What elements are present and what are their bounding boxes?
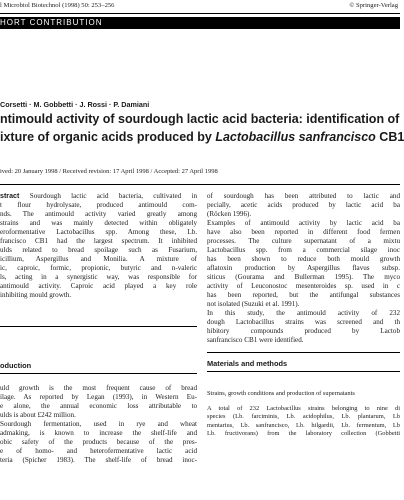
right-column-line: has been shown to reduce both mould growth	[207, 255, 400, 263]
title-line-2	[0, 128, 404, 146]
right-column-line: Examples of antimould activity by lactic acid ba	[207, 219, 400, 227]
header-rule	[0, 13, 400, 14]
abstract-line: nds. The antimould activity varied greatly among	[0, 210, 197, 218]
abstract-body	[0, 192, 197, 300]
introduction-line: obic safety of the products because of the pres-	[0, 438, 197, 446]
right-column-line: dough Lactobacillus strains was screened and th	[207, 318, 400, 326]
methods-subheading: Strains, growth conditions and production of supernatants	[207, 390, 355, 397]
right-column-line: has been reported, but the antifungal substances	[207, 291, 400, 299]
introduction-line: admaking, is known to increase the shelf-life and	[0, 429, 197, 437]
right-column-lines	[207, 192, 400, 345]
title-line-1	[0, 110, 400, 128]
right-column-line: processes. The culture supernatant of a mixtu	[207, 237, 400, 245]
methods-heading: Materials and methods	[207, 359, 288, 368]
right-column-line: In this study, the antimould activity of 232	[207, 309, 400, 317]
right-column-body	[207, 192, 400, 346]
abstract-label: stract	[0, 192, 30, 200]
methods-line: A total of 232 Lactobacillus strains belonging to nine di	[207, 405, 400, 412]
abstract-line: icillium, Aspergillus and Monilia. A mixture of	[0, 255, 197, 263]
right-column-line: Lactobacillus spp. from a commercial silage inoc	[207, 246, 400, 254]
introduction-line: e alone, the annual economic loss attributable to	[0, 402, 197, 410]
article-type-banner: HORT CONTRIBUTION	[0, 17, 400, 29]
abstract-line: ulds related to bread spoilage such as Fusarium,	[0, 246, 197, 254]
right-column-line: aflatoxin production by Aspergillus flavus subsp.	[207, 264, 400, 272]
right-column-line: not isolated (Suzuki et al. 1991).	[207, 300, 300, 308]
methods-rule-top	[207, 352, 400, 353]
abstract-line: t flour hydrolysate, produced antimould com-	[0, 201, 197, 209]
abstract-line: strains and was mainly detected within obligately	[0, 219, 197, 227]
journal-citation: l Microbiol Biotechnol (1998) 50: 253–256	[0, 2, 115, 9]
right-column-line: (Röcken 1996).	[207, 210, 252, 218]
right-column-line: have also been reported in different food fermen	[207, 228, 400, 236]
right-column-line: sanfrancisco CB1 were identified.	[207, 336, 304, 344]
right-column-line: of sourdough has been attributed to lactic and	[207, 192, 400, 200]
right-column-line: hibitory compounds produced by Lactob	[207, 327, 400, 335]
article-title	[0, 110, 404, 146]
abstract-line: ic, caproic, formic, propionic, butyric and n-valeric	[0, 264, 197, 272]
abstract-line: inhibiting mould growth.	[0, 291, 72, 299]
intro-rule-bottom	[0, 373, 197, 374]
introduction-line: e of homo- and heterofermentative lactic acid	[0, 447, 197, 455]
methods-line: species (Lb. farciminis, Lb. acidophilus, Lb. plantarum, Lb	[207, 413, 400, 421]
introduction-lines	[0, 384, 197, 465]
methods-line: mentarius, Lb. sanfrancisco, Lb. hilgardii, Lb. fermentum, Lb	[207, 421, 400, 429]
right-column-line: pecially, acetic acids produced by lactic acid ba	[207, 201, 400, 209]
authors: Corsetti · M. Gobbetti · J. Rossi · P. Damiani	[0, 100, 150, 109]
methods-body	[207, 405, 400, 445]
abstract-line: antimould activity. Caproic acid played a key role	[0, 282, 197, 290]
introduction-line: uld growth is the most frequent cause of bread	[0, 384, 197, 392]
introduction-line: ilage. As reported by Legan (1993), in Western Eu-	[0, 393, 197, 401]
introduction-line: teria (Spicher 1983). The shelf-life of bread inoc-	[0, 456, 197, 464]
abstract	[0, 192, 197, 302]
right-column-line: siticus (Gourama and Bullerman 1995). The myco	[207, 273, 400, 281]
abstract-line: eroformentative Lactobacillus spp. Among these, Lb.	[0, 228, 197, 236]
right-column-line: activity of Leuconostoc mesenteroides sp. used in c	[207, 282, 400, 290]
introduction-line: ulds is about £242 million.	[0, 411, 76, 419]
introduction-heading: oduction	[0, 361, 32, 370]
title-line-2-text: ixture of organic acids produced by Lactobacillus sanfrancisco CB1	[0, 130, 404, 144]
methods-line: Lb. fructivorans) from the laboratory collection (Gobbetti	[207, 430, 400, 438]
intro-rule-top	[0, 326, 197, 327]
abstract-line: ls, acting in a synergistic way, was responsible for	[0, 273, 197, 281]
abstract-line: francisco CB1 had the largest spectrum. It inhibited	[0, 237, 197, 245]
dates-rule	[0, 184, 400, 185]
methods-rule-bottom	[207, 371, 400, 372]
introduction-body	[0, 384, 197, 500]
title-species-name: Lactobacillus sanfrancisco	[215, 130, 376, 144]
abstract-line: stract Sourdough lactic acid bacteria, cultivated in	[0, 192, 197, 200]
publisher-copyright: © Springer-Verlag	[349, 2, 398, 9]
methods-lines	[207, 405, 400, 439]
introduction-line: Sourdough fermentation, used in rye and wheat	[0, 420, 197, 428]
received-accepted-dates: ived: 20 January 1998 / Received revision: 17 April 1998 / Accepted: 27 April 1998	[0, 168, 218, 175]
title-line-1-text: ntimould activity of sourdough lactic acid bacteria: identification of	[0, 112, 400, 126]
